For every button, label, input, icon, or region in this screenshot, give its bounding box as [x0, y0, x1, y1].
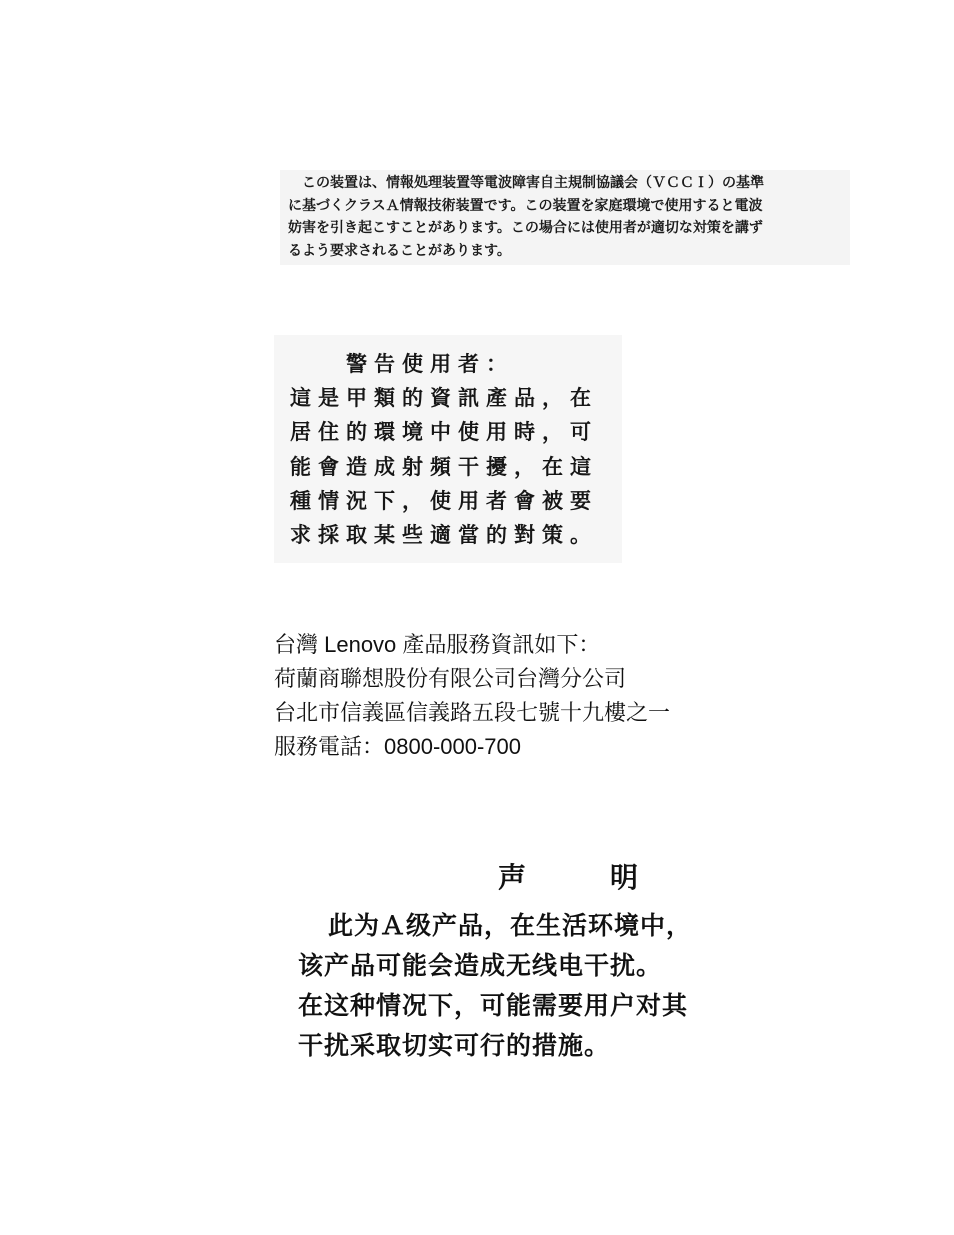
vcci-line-2: に基づくクラスＡ情報技術装置です。この装置を家庭環境で使用すると電波: [288, 197, 763, 214]
statement-body: [298, 906, 692, 1066]
service-company: 荷蘭商聯想股份有限公司台灣分公司: [274, 666, 627, 691]
statement-title-right: 明: [609, 861, 638, 894]
statement-title: [498, 856, 638, 896]
bsmi-line-1: 這是甲類的資訊產品，在: [290, 385, 598, 410]
service-line-1: 台灣 Lenovo 產品服務資訊如下：: [274, 632, 601, 657]
statement-title-left: 声: [498, 861, 527, 894]
service-phone: 服務電話：0800-000-700: [274, 734, 522, 759]
vcci-line-1: この装置は、情報処理装置等電波障害自主規制協議会（ＶＣＣＩ）の基準: [302, 175, 764, 191]
vcci-notice: [280, 170, 850, 265]
china-statement: [298, 856, 818, 1060]
taiwan-service-info: [274, 628, 794, 764]
statement-line-4: 干扰采取切实可行的措施。: [298, 1031, 611, 1060]
vcci-line-3: 妨害を引き起こすことがあります。この場合には使用者が適切な対策を講ず: [288, 220, 763, 236]
statement-line-2: 该产品可能会造成无线电干扰。: [298, 951, 663, 980]
bsmi-line-5: 求採取某些適當的對策。: [290, 522, 598, 548]
statement-line-1: 此为Ａ级产品，在生活环境中，: [328, 911, 693, 940]
bsmi-line-2: 居住的環境中使用時，可: [290, 419, 598, 445]
statement-line-3: 在这种情况下，可能需要用户对其: [298, 991, 689, 1020]
bsmi-warning: [274, 335, 622, 563]
bsmi-line-3: 能會造成射頻干擾，在這: [290, 453, 598, 479]
service-address: 台北市信義區信義路五段七號十九樓之一: [274, 700, 671, 725]
vcci-line-4: るよう要求されることがあります。: [288, 242, 511, 259]
bsmi-line-4: 種情況下，使用者會被要: [290, 487, 598, 513]
bsmi-warning-title: 警告使用者：: [346, 351, 514, 376]
